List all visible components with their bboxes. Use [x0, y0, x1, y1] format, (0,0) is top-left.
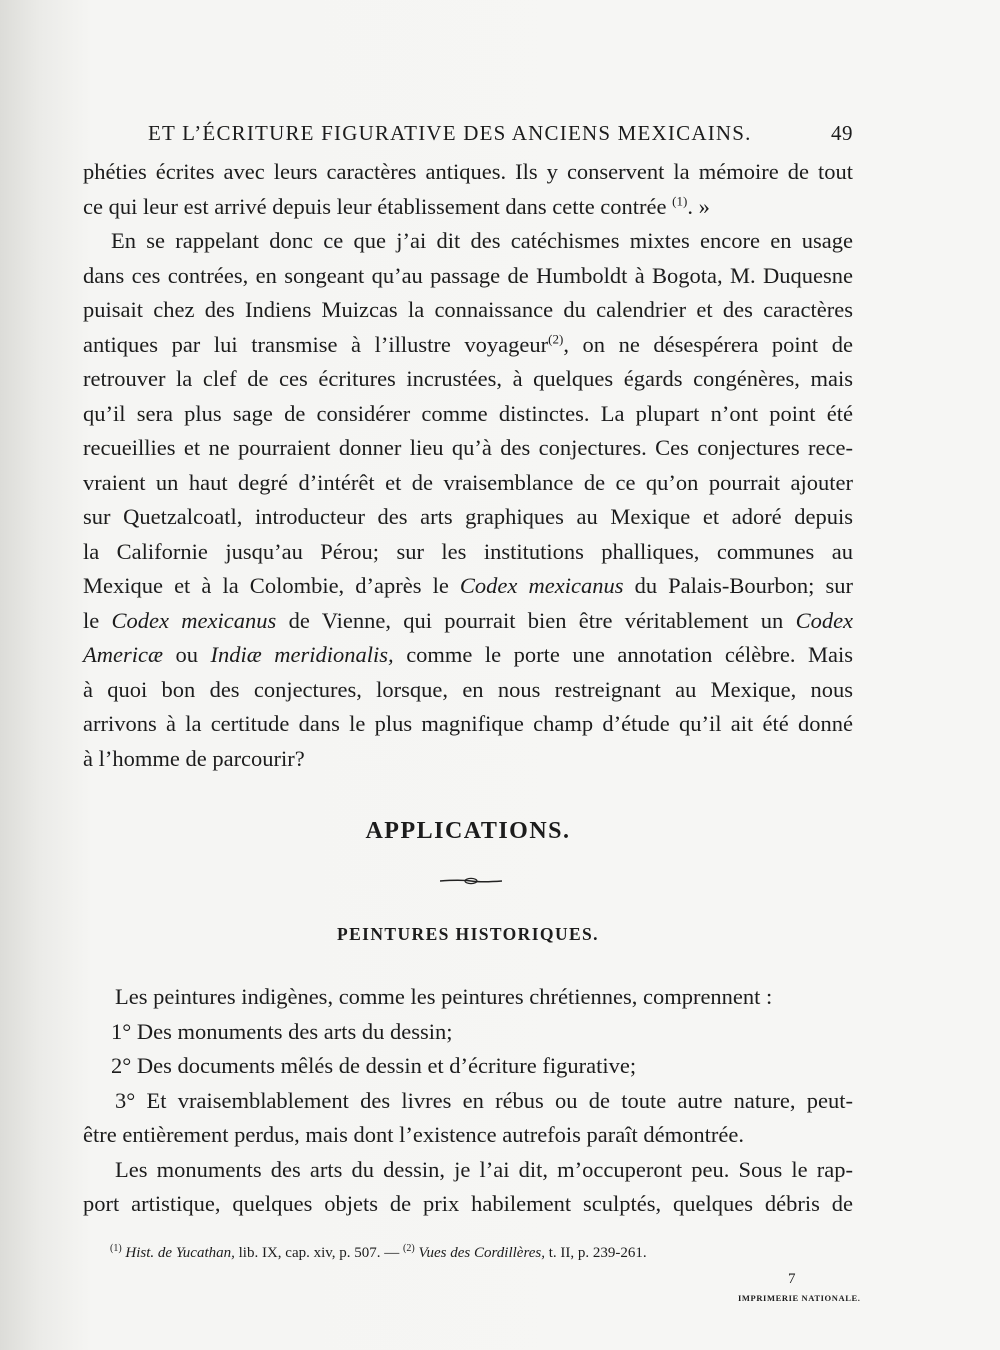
text-line: Les monuments des arts du dessin, je l’ai dit, m’occuperont peu. Sous le rap-: [115, 1156, 853, 1182]
text-segment: du Palais-Bourbon; sur: [634, 573, 853, 598]
ornament-divider-icon: [440, 877, 502, 885]
section-title: APPLICATIONS.: [365, 818, 571, 844]
text-segment: Mexique et à la Colombie, d’après le: [83, 573, 449, 598]
header-title: ET L’ÉCRITURE FIGURATIVE DES ANCIENS MEXICAINS.: [148, 120, 752, 145]
text-line: sur Quetzalcoatl, introducteur des arts graphiques au Mexique et adoré depuis: [83, 504, 853, 529]
text-segment: ou: [175, 642, 198, 667]
text-line: à l’homme de parcourir?: [83, 745, 305, 771]
main-text-continued: [83, 980, 853, 1222]
text-segment: ce qui leur est arrivé depuis leur établissement dans cette contrée: [83, 193, 667, 219]
italic-title: Americæ: [83, 642, 163, 667]
text-line: phéties écrites avec leurs caractères antiques. Ils y conservent la mémoire de tout: [83, 159, 853, 184]
text-line: qu’il sera plus sage de considérer comme distinctes. La plupart n’ont point été: [83, 400, 853, 426]
page-number: 49: [831, 120, 853, 145]
list-item: 3° Et vraisemblablement des livres en rébus ou de toute autre nature, peut-: [115, 1087, 853, 1113]
running-header: [148, 118, 853, 148]
text-line: recueillies et ne pourraient donner lieu qu’à des conjectures. Ces conjectures rece-: [83, 435, 853, 460]
text-line: puisait chez des Indiens Muizcas la connaissance du calendrier et des caractères: [83, 297, 853, 322]
signature-mark: 7: [788, 1271, 796, 1287]
footnote-ref-text: t. II, p. 239-261.: [548, 1245, 647, 1261]
text-line: retrouver la clef de ces écritures incrustées, à quelques égards congénères, mais: [83, 366, 853, 391]
italic-title: Codex mexicanus: [111, 607, 277, 633]
footnote-ref-text: lib. IX, cap. xiv, p. 507. —: [238, 1245, 400, 1261]
list-item: 2° Des documents mêlés de dessin et d’écriture figurative;: [111, 1053, 637, 1078]
text-segment: , on ne désespérera point de: [563, 331, 854, 357]
italic-title: Indiæ meridionalis,: [210, 642, 394, 667]
text-line: En se rappelant donc ce que j’ai dit des catéchismes mixtes encore en usage: [111, 228, 853, 253]
text-line: Les peintures indigènes, comme les peintures chrétiennes, comprennent :: [115, 984, 773, 1009]
text-segment: de Vienne, qui pourrait bien être véritablement un: [288, 607, 784, 633]
text-segment: le: [83, 607, 100, 633]
text-line: vraient un haut degré d’intérêt et de vraisemblance de ce qu’on pourrait ajouter: [83, 469, 853, 495]
text-line: [83, 604, 853, 639]
text-line: [83, 569, 853, 604]
text-segment: comme le porte une annotation célèbre. Mais: [406, 642, 853, 667]
text-line: [83, 328, 853, 363]
italic-title: Codex mexicanus: [459, 573, 624, 598]
text-line: être entièrement perdus, mais dont l’existence autrefois paraît démontrée.: [83, 1122, 744, 1147]
footnotes: [110, 1243, 850, 1262]
text-segment: . »: [687, 193, 710, 219]
text-segment: antiques par lui transmise à l’illustre voyageur: [83, 331, 549, 357]
main-text: [83, 155, 853, 776]
text-line: [83, 190, 853, 225]
footnote-ref: (2): [548, 331, 564, 346]
text-line: port artistique, quelques objets de prix habilement sculptés, quelques débris de: [83, 1191, 853, 1216]
text-line: dans ces contrées, en songeant qu’au passage de Humboldt à Bogota, M. Duquesne: [83, 262, 853, 288]
imprint-line: IMPRIMERIE NATIONALE.: [738, 1293, 861, 1303]
text-line: à quoi bon des conjectures, lorsque, en nous restreignant au Mexique, nous: [83, 676, 853, 702]
footnote-title: Hist. de Yucathan,: [125, 1245, 235, 1261]
list-item: 1° Des monuments des arts du dessin;: [111, 1018, 453, 1044]
text-line: [83, 638, 853, 673]
footnote-ref: (1): [672, 193, 688, 208]
text-line: la Californie jusqu’au Pérou; sur les institutions phalliques, communes au: [83, 538, 853, 564]
italic-title: Codex: [795, 607, 854, 633]
footnote-title: Vues des Cordillères,: [418, 1245, 545, 1261]
text-line: arrivons à la certitude dans le plus magnifique champ d’étude qu’il ait été donné: [83, 711, 853, 736]
footnote-mark: (1): [110, 1243, 122, 1254]
subsection-title: PEINTURES HISTORIQUES.: [337, 924, 599, 944]
footnote-mark: (2): [403, 1243, 415, 1254]
